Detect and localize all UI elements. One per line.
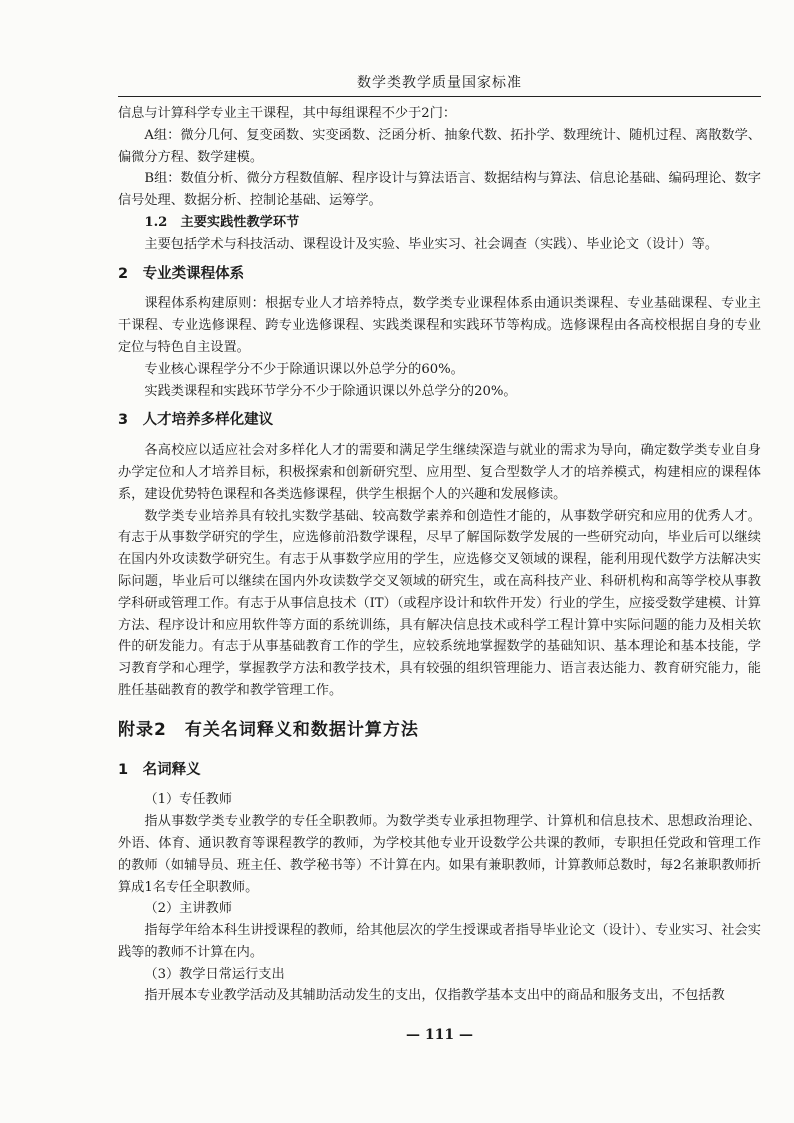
page-body [118,103,761,1007]
paragraph-practice: 主要包括学术与科技活动、课程设计及实验、毕业实习、社会调查（实践）、毕业论文（设计）等。 [144,236,719,252]
page-number: — 111 — [406,1027,473,1043]
term-label-3: （3）教学日常运行支出 [144,966,285,982]
header-rule [118,96,761,97]
paragraph-group-b: B组：数值分析、微分方程数值解、程序设计与算法语言、数据结构与算法、信息论基础、编码理论、数字信号处理、数据分析、控制论基础、运筹学。 [118,171,761,209]
paragraph-core-credits: 专业核心课程学分不少于除通识课以外总学分的60%。 [144,361,464,377]
term-text-3: 指开展本专业教学活动及其辅助活动发生的支出，仅指教学基本支出中的商品和服务支出，不包括教 [144,988,725,1004]
appendix-title: 附录2 有关名词释义和数据计算方法 [118,719,419,740]
running-header: 数学类教学质量国家标准 [357,75,522,91]
paragraph-diversity-2: 数学类专业培养具有较扎实数学基础、较高数学素养和创造性才能的，从事数学研究和应用的优秀人才。有志于从事数学研究的学生，应选修前沿数学课程，尽早了解国际数学发展的一些研究动向，毕业后可以继续在国内外攻读数学研究生。有志于从事数学应用的学生，应选修交叉领域的课程，能利用现代数学方法解决实际问题，毕业后可以继续在国内外攻读数学交叉领域的研究生，或在高科技产业、科研机构和高等学校从事教学科研或管理工作。有志于从事信息技术（IT）（或程序设计和软件开发）行业的学生，应接受数学建模、计算方法、程序设计和应用软件等方面的系统训练，具有解决信息技术或科学工程计算中实际问题的能力及相关软件的研发能力。有志于从事基础教育工作的学生，应较系统地掌握数学的基础知识、基本理论和基本技能，学习教育学和心理学，掌握教学方法和教学技术，具有较强的组织管理能力、语言表达能力、教育研究能力，能胜任基础教育的教学和教学管理工作。 [118,508,761,698]
subsection-heading-1-2: 1.2 主要实践性教学环节 [144,214,300,230]
term-label-1: （1）专任教师 [144,792,232,808]
paragraph-intro: 信息与计算科学专业主干课程，其中每组课程不少于2门： [118,106,457,121]
term-label-2: （2）主讲教师 [144,901,232,917]
section-heading-3: 3 人才培养多样化建议 [118,412,274,429]
paragraph-course-principle: 课程体系构建原则：根据专业人才培养特点，数学类专业课程体系由通识类课程、专业基础课程、专业主干课程、专业选修课程、跨专业选修课程、实践类课程和实践环节等构成。选修课程由各高校根据自身的专业定位与特色自主设置。 [118,296,761,355]
paragraph-diversity-1: 各高校应以适应社会对多样化人才的需要和满足学生继续深造与就业的需求为导向，确定数学类专业自身办学定位和人才培养目标，积极探索和创新研究型、应用型、复合型数学人才的培养模式，构建相应的课程体系，建设优势特色课程和各类选修课程，供学生根据个人的兴趣和发展修读。 [118,443,761,502]
paragraph-practice-credits: 实践类课程和实践环节学分不少于除通识课以外总学分的20%。 [144,383,517,399]
appendix-heading-1: 1 名词释义 [118,761,201,778]
term-text-2: 指每学年给本科生讲授课程的教师，给其他层次的学生授课或者指导毕业论文（设计）、专业实习、社会实践等的教师不计算在内。 [118,923,761,960]
paragraph-group-a: A组：微分几何、复变函数、实变函数、泛函分析、抽象代数、拓扑学、数理统计、随机过程、离散数学、偏微分方程、数学建模。 [118,127,761,165]
term-text-1: 指从事数学类专业教学的专任全职教师。为数学类专业承担物理学、计算机和信息技术、思想政治理论、外语、体育、通识教育等课程教学的教师，为学校其他专业开设数学公共课的教师，专职担任党政和管理工作的教师（如辅导员、班主任、教学秘书等）不计算在内。如果有兼职教师，计算教师总数时，每2名兼职教师折算成1名专任全职教师。 [118,814,761,895]
section-heading-2: 2 专业类课程体系 [118,265,245,282]
